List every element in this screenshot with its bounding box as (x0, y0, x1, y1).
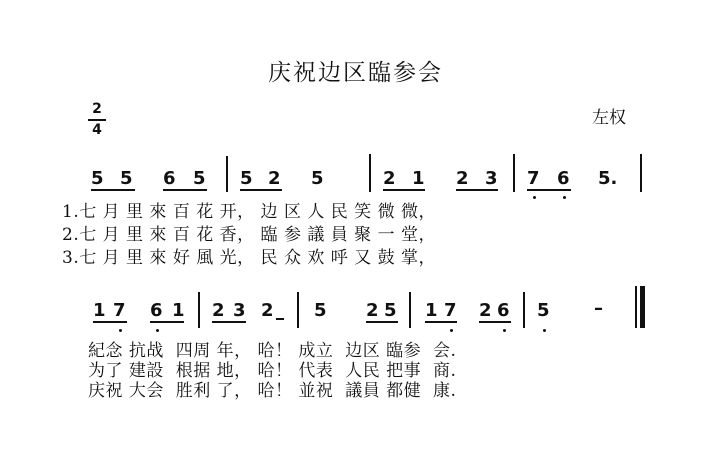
note: 2 (479, 300, 492, 321)
time-signature-top: 2 (92, 101, 102, 117)
note: 7 (527, 168, 540, 189)
note: 5 (240, 168, 253, 189)
note: 1 (425, 300, 438, 321)
final-bar-thin (635, 286, 637, 328)
note: 2 (261, 300, 274, 321)
beam (163, 189, 207, 191)
note: 5 (314, 300, 327, 321)
beam (383, 189, 425, 191)
octave-dot (533, 196, 536, 199)
beam (479, 321, 511, 323)
note: 1 (93, 300, 106, 321)
bar-line (523, 292, 525, 328)
beam (93, 321, 127, 323)
lyric-verse-1: 紀念 抗战 四周 年， 哈！ 成立 边区 臨参 会. (88, 341, 457, 361)
note: 5 (91, 168, 104, 189)
final-bar-thick (640, 286, 645, 328)
note: 5 (537, 300, 550, 321)
octave-dot (156, 329, 159, 332)
note: 6 (163, 168, 176, 189)
note-dash: – (594, 298, 603, 319)
note: 6 (150, 300, 163, 321)
note: 1 (412, 168, 425, 189)
octave-dot (503, 329, 506, 332)
song-title: 庆祝边区臨参会 (268, 60, 443, 86)
beam (240, 189, 282, 191)
octave-dot (563, 196, 566, 199)
note: 3 (233, 300, 246, 321)
note: 2 (268, 168, 281, 189)
note: 5 (193, 168, 206, 189)
bar-line (297, 292, 299, 328)
octave-dot (450, 329, 453, 332)
note: 5 (120, 168, 133, 189)
bar-line (369, 154, 371, 192)
beam (425, 321, 457, 323)
note: 1 (172, 300, 185, 321)
beam (212, 321, 246, 323)
time-signature (88, 102, 106, 139)
underline-mark (276, 318, 284, 320)
beam (150, 321, 184, 323)
note: 6 (497, 300, 510, 321)
note: 7 (444, 300, 457, 321)
lyric-verse-2: 2.七 月 里 來 百 花 香， 臨 参 議 員 聚 一 堂， (62, 225, 436, 245)
note: 5 (311, 168, 324, 189)
lyric-verse-2: 为了 建設 根据 地， 哈！ 代表 人民 把事 商. (88, 361, 457, 381)
composer: 左权 (592, 108, 626, 128)
bar-line (513, 154, 515, 192)
beam (366, 321, 398, 323)
note: 2 (212, 300, 225, 321)
note: 6 (557, 168, 570, 189)
lyric-verse-1: 1.七 月 里 來 百 花 开， 边 区 人 民 笑 微 微， (62, 202, 436, 222)
note: 2 (456, 168, 469, 189)
note: 2 (366, 300, 379, 321)
time-signature-bottom: 4 (92, 122, 102, 138)
octave-dot (119, 329, 122, 332)
bar-line (226, 156, 228, 192)
lyric-verse-3: 3.七 月 里 來 好 風 光， 民 众 欢 呼 又 鼓 掌， (62, 248, 436, 268)
note: 3 (485, 168, 498, 189)
beam (527, 189, 571, 191)
note: 2 (383, 168, 396, 189)
note: 5. (598, 168, 618, 189)
bar-line (640, 154, 642, 192)
lyric-verse-3: 庆祝 大会 胜利 了， 哈！ 並祝 議員 都健 康. (88, 381, 457, 401)
beam (91, 189, 135, 191)
bar-line (198, 292, 200, 328)
beam (456, 189, 498, 191)
octave-dot (543, 329, 546, 332)
note: 7 (113, 300, 126, 321)
time-signature-line (88, 119, 106, 121)
note: 5 (384, 300, 397, 321)
bar-line (409, 292, 411, 328)
